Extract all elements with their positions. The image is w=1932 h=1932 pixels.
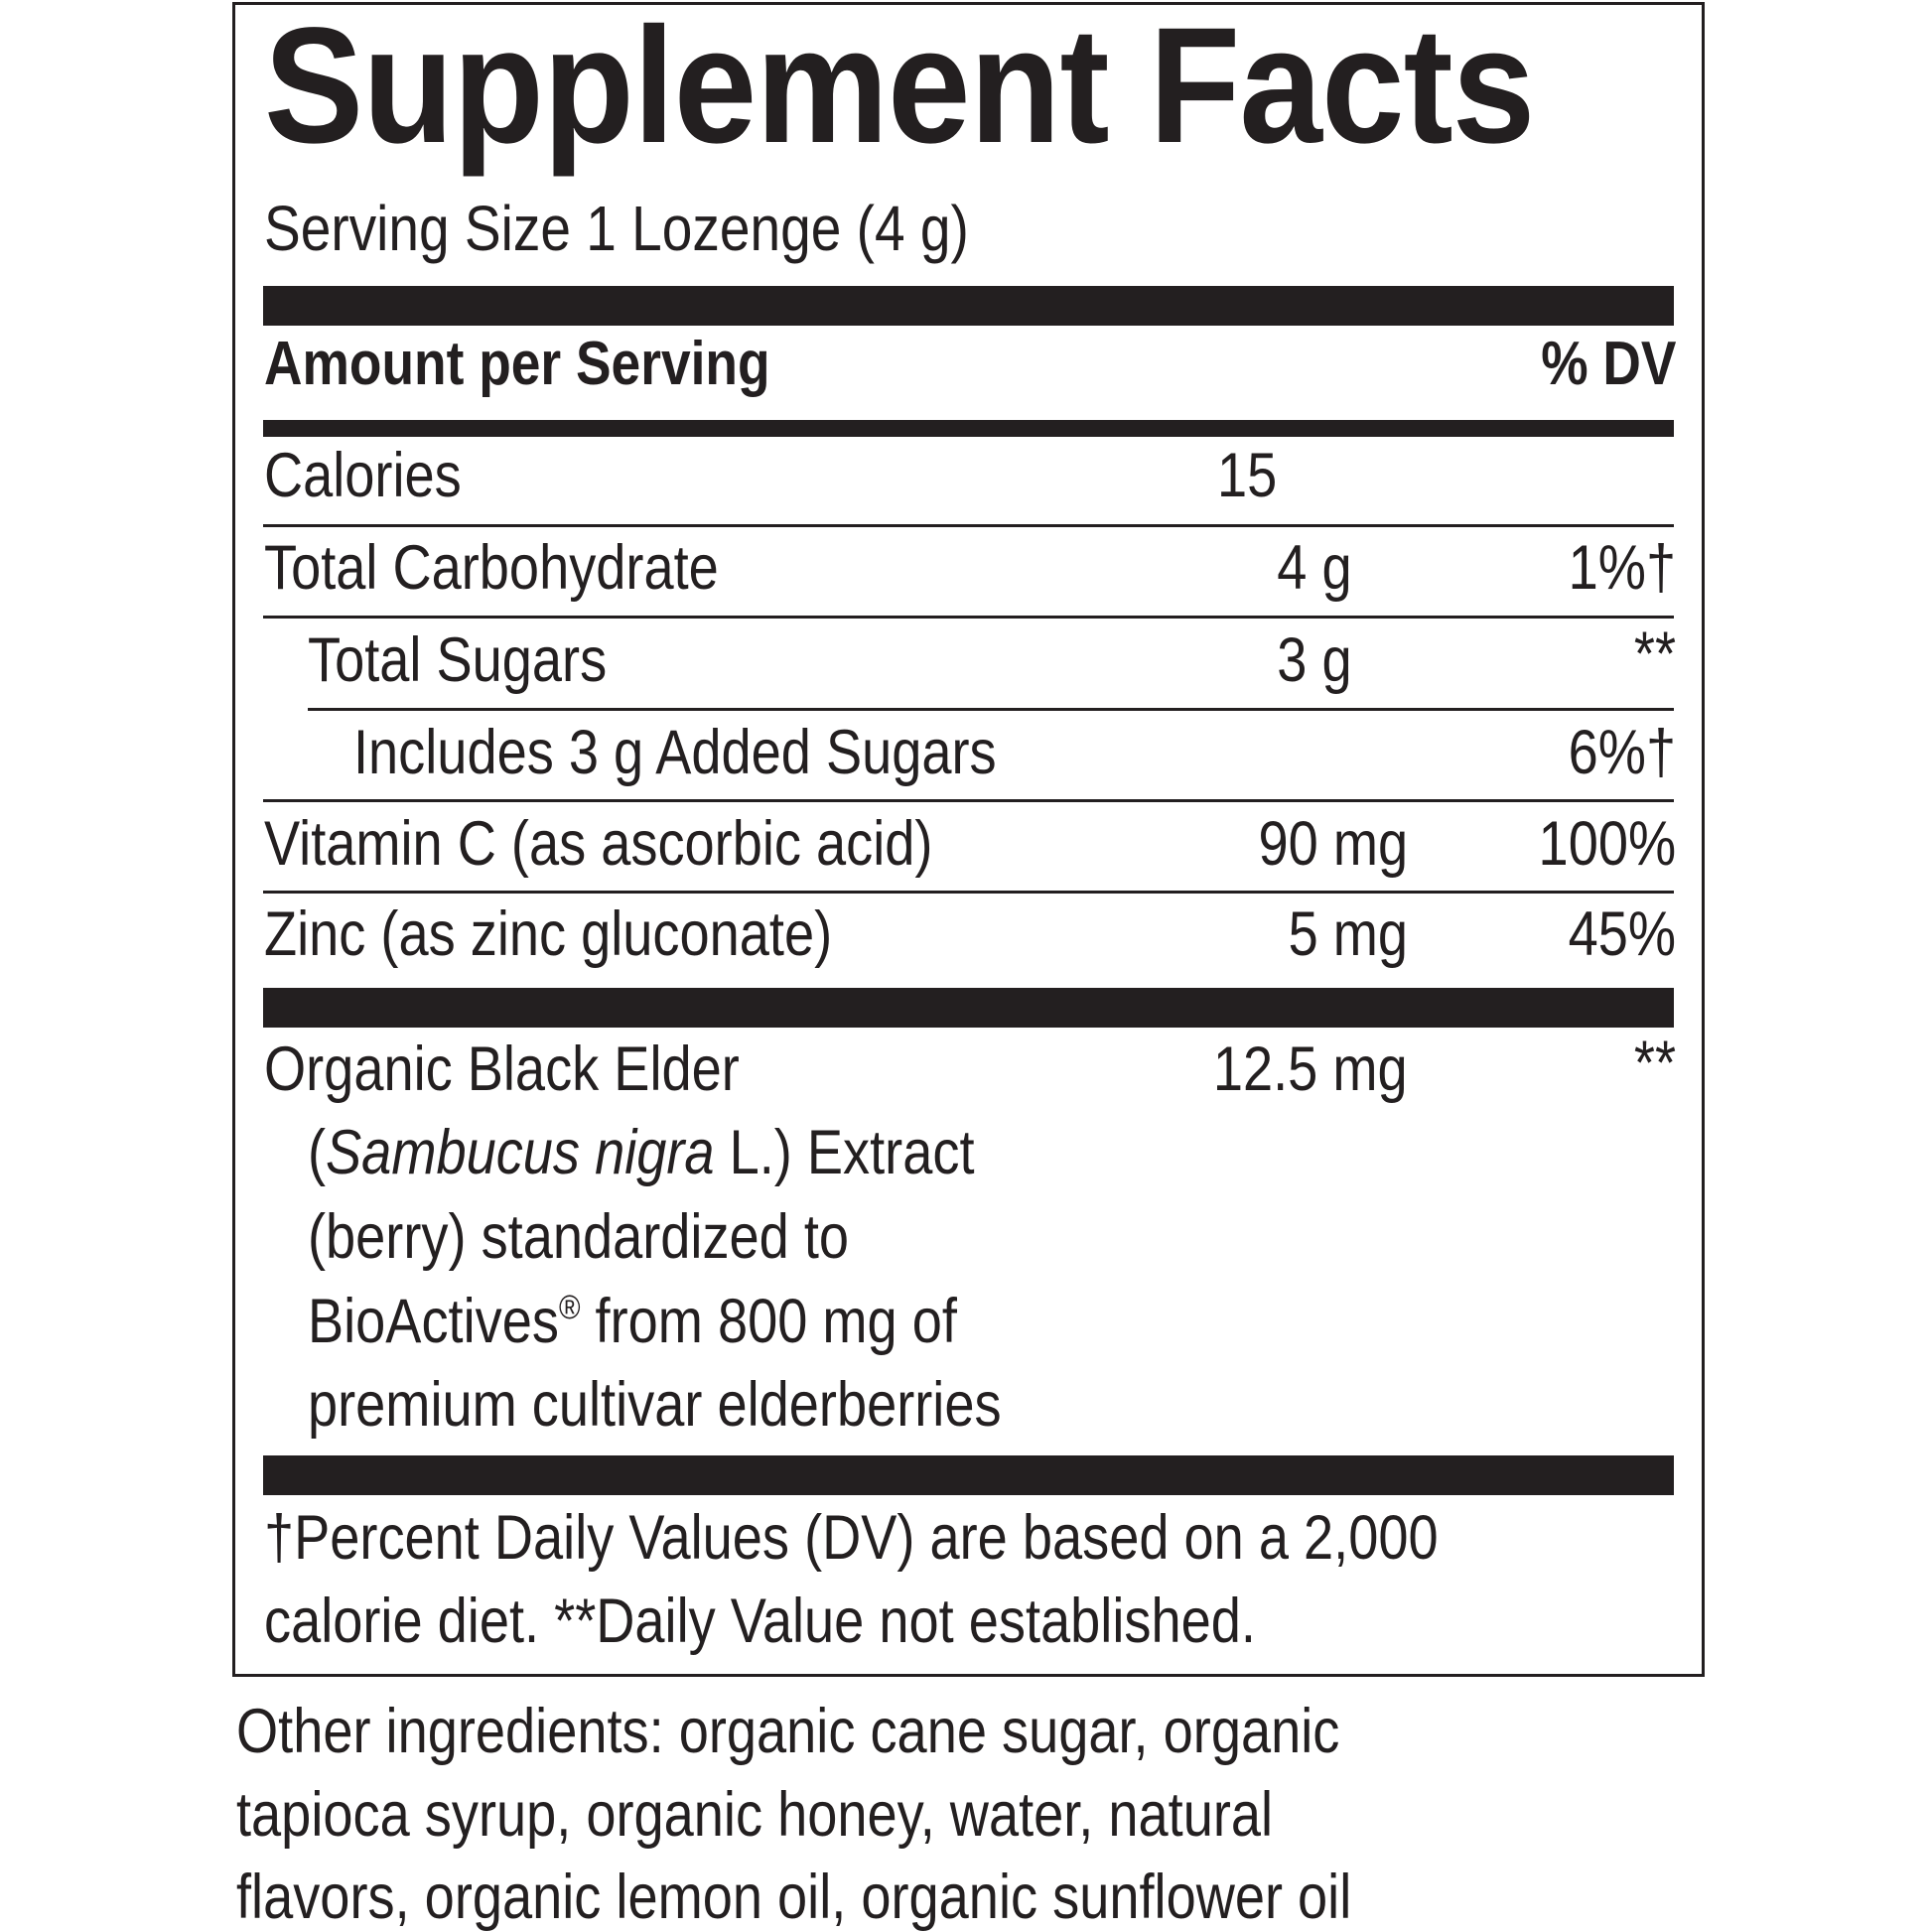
latin-name: Sambucus nigra: [326, 1118, 715, 1187]
row-name-total-sugars: Total Sugars: [308, 625, 608, 695]
row-dv-total-sugars: **: [1633, 620, 1676, 689]
thick-divider-middle: [263, 988, 1674, 1028]
serving-size: Serving Size 1 Lozenge (4 g): [264, 193, 969, 264]
row-divider: [263, 799, 1674, 802]
row-amount-calories: 15: [1217, 441, 1278, 510]
thick-divider-top: [263, 286, 1674, 326]
row-amount-zinc: 5 mg: [1288, 899, 1408, 969]
row-divider-indented: [308, 708, 1674, 711]
row-divider: [263, 524, 1674, 527]
elder-amount: 12.5 mg: [1213, 1035, 1408, 1104]
row-name-zinc: Zinc (as zinc gluconate): [264, 899, 833, 969]
elder-dv: **: [1633, 1029, 1676, 1098]
header-amount-per-serving: Amount per Serving: [264, 330, 770, 398]
row-dv-zinc: 45%: [1568, 899, 1676, 969]
row-name-calories: Calories: [264, 441, 462, 510]
elder-line-5: premium cultivar elderberries: [308, 1370, 1002, 1440]
registered-mark: ®: [558, 1289, 581, 1326]
row-amount-total-carbohydrate: 4 g: [1277, 533, 1352, 603]
elder-line-3: (berry) standardized to: [308, 1202, 850, 1272]
header-percent-dv: % DV: [1540, 330, 1676, 398]
other-ingredients-line-3: flavors, organic lemon oil, organic sunflower oil: [236, 1863, 1352, 1932]
row-divider: [263, 891, 1674, 894]
footnote-line-2: calorie diet. **Daily Value not established.: [264, 1587, 1256, 1656]
row-amount-vitamin-c: 90 mg: [1258, 809, 1408, 879]
panel-title: Supplement Facts: [264, 0, 1535, 178]
row-dv-total-carbohydrate: 1%†: [1568, 533, 1676, 603]
row-amount-total-sugars: 3 g: [1277, 625, 1352, 695]
row-dv-vitamin-c: 100%: [1538, 809, 1676, 879]
row-name-vitamin-c: Vitamin C (as ascorbic acid): [264, 809, 933, 879]
elder-line-1: Organic Black Elder: [264, 1035, 740, 1104]
elder-line-2: (Sambucus nigra L.) Extract: [308, 1118, 975, 1187]
other-ingredients-line-2: tapioca syrup, organic honey, water, natural: [236, 1780, 1274, 1850]
row-dv-added-sugars: 6%†: [1568, 718, 1676, 787]
medium-divider: [263, 420, 1674, 437]
thick-divider-bottom: [263, 1455, 1674, 1495]
row-name-total-carbohydrate: Total Carbohydrate: [264, 533, 719, 603]
other-ingredients-line-1: Other ingredients: organic cane sugar, organic: [236, 1697, 1340, 1766]
elder-line-4: BioActives® from 800 mg of: [308, 1287, 957, 1356]
row-divider: [263, 616, 1674, 619]
row-name-added-sugars: Includes 3 g Added Sugars: [353, 718, 997, 787]
footnote-line-1: †Percent Daily Values (DV) are based on a 2,000: [264, 1503, 1439, 1573]
